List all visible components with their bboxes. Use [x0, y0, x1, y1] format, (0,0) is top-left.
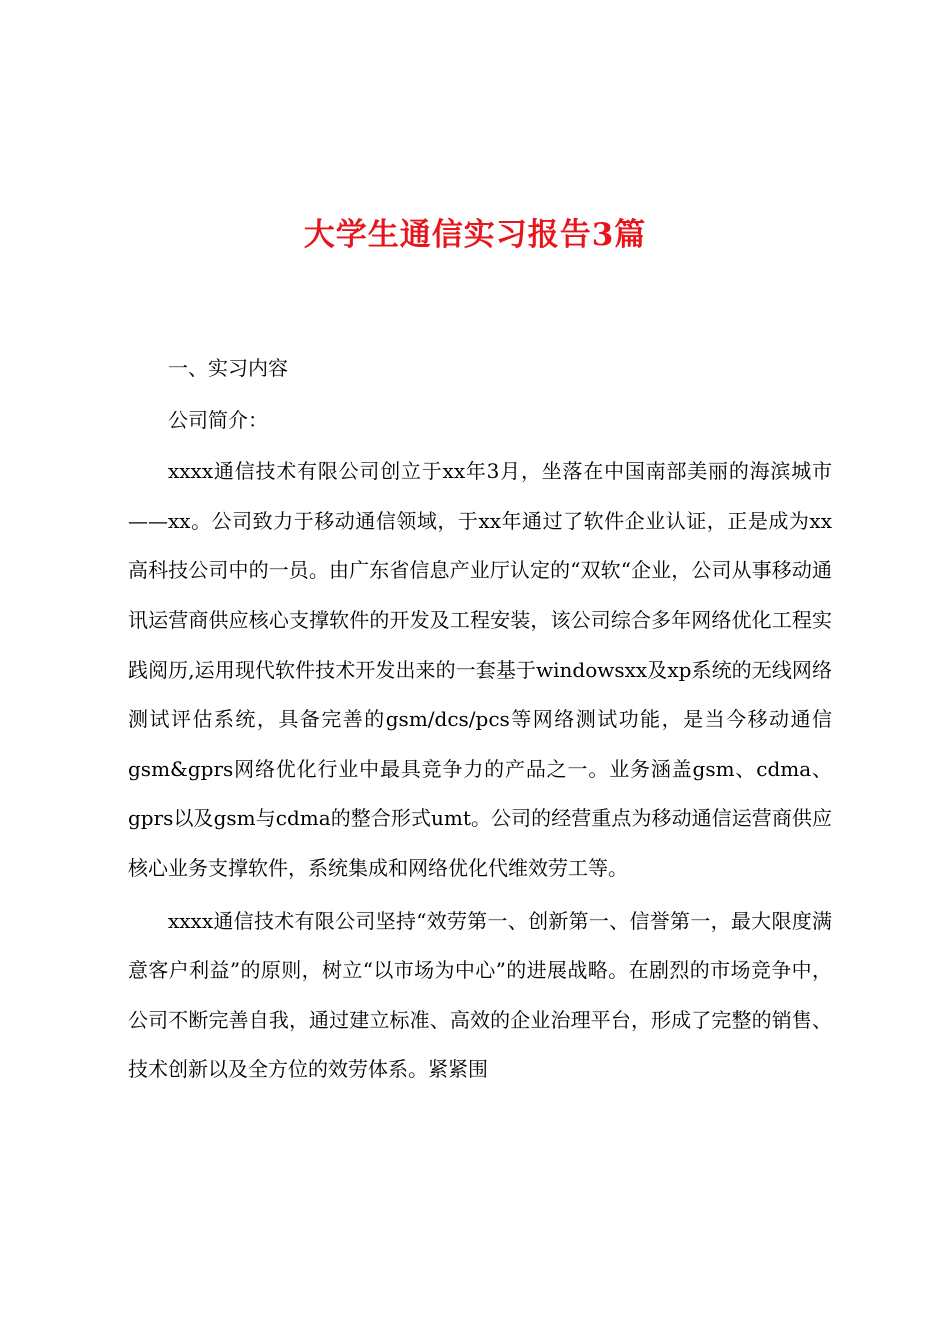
subsection-heading: 公司简介： [168, 407, 268, 432]
section-heading: 一、实习内容 [168, 356, 288, 380]
body-paragraph: xxxx通信技术有限公司创立于xx年3月，坐落在中国南部美丽的海滨城市——xx。公司致力于移动通信领域，于xx年通过了软件企业认证，正是成为xx高科技公司中的一员。由广东省信息产业厅认定的“双软“企业，公司从事移动通讯运营商供应核心支撑软件的开发及工程安装，该公司综合多年网络优化工程实践阅历,运用现代软件技术开发出来的一套基于windowsxx及xp系统的无线网络测试评估系统，具备完善的gsm/dcs/pcs等网络测试功能，是当今移动通信gsm&gprs网络优化行业中最具竞争力的产品之一。业务涵盖gsm、cdma、gprs以及gsm与cdma的整合形式umt。公司的经营重点为移动通信运营商供应核心业务支撑软件，系统集成和网络优化代维效劳工等。 [128, 459, 832, 880]
document-title: 大学生通信实习报告3篇 [303, 217, 647, 253]
document-body [128, 344, 832, 1095]
body-paragraph: xxxx通信技术有限公司坚持“效劳第一、创新第一、信誉第一，最大限度满意客户利益”的原则，树立“以市场为中心”的进展战略。在剧烈的市场竞争中，公司不断完善自我，通过建立标准、高效的企业治理平台，形成了完整的销售、技术创新以及全方位的效劳体系。紧紧围 [128, 908, 832, 1082]
